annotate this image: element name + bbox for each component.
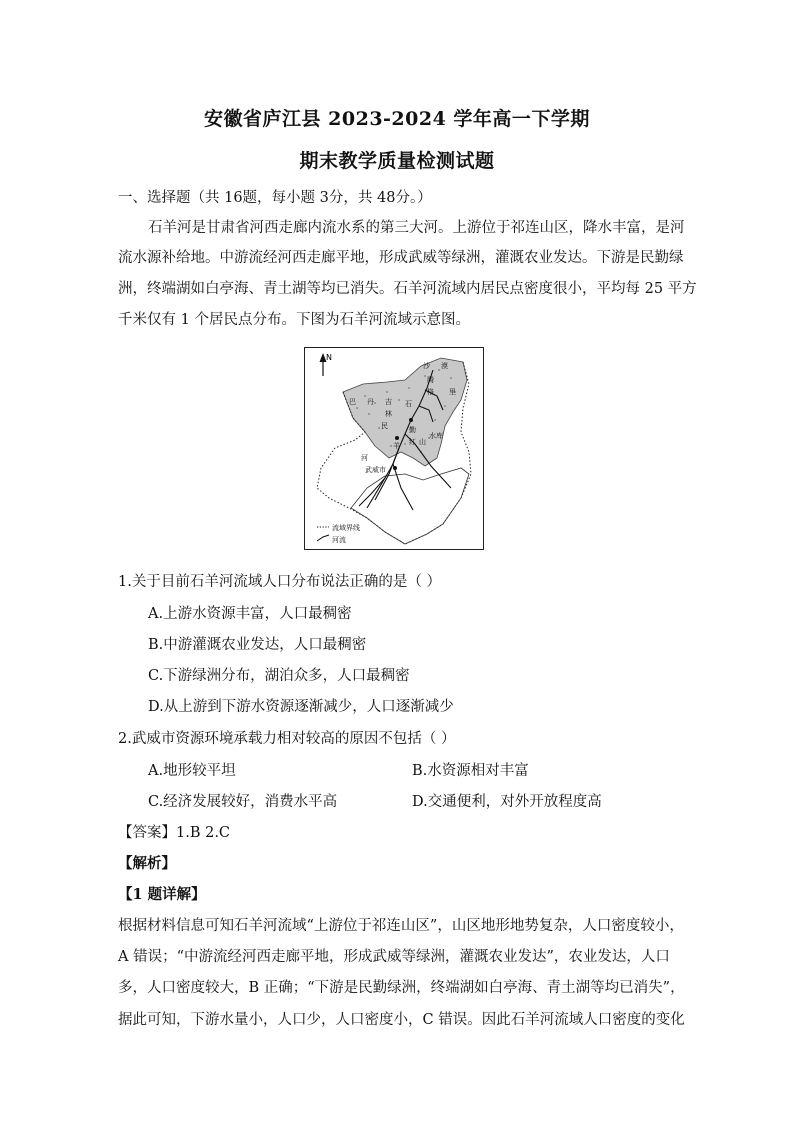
north-arrow-icon: [320, 353, 333, 376]
svg-text:漠: 漠: [441, 362, 448, 370]
svg-text:河: 河: [361, 454, 368, 462]
explanation-line: 据此可知，下游水量小，人口少，人口密度小，C 错误。因此石羊河流域人口密度的变化: [118, 1012, 685, 1028]
svg-text:石: 石: [405, 400, 412, 408]
title-line-2: 期末教学质量检测试题: [299, 150, 495, 172]
section-heading: 一、选择题（共 16题，每小题 3分，共 48分。）: [118, 190, 432, 206]
question-1-option-b: B.中游灌溉农业发达，人口最稠密: [148, 637, 367, 653]
question-2-option-c: C.经济发展较好，消费水平高: [148, 794, 338, 810]
svg-text:巴: 巴: [349, 398, 356, 406]
passage-line: 石羊河是甘肃省河西走廊内流水系的第三大河。上游位于祁连山区，降水丰富，是河: [148, 220, 685, 236]
minqin-city-dot: [409, 418, 413, 422]
svg-text:里: 里: [449, 388, 456, 396]
svg-text:武威市: 武威市: [365, 466, 386, 474]
explanation-line: A 错误；“中游流经河西走廊平地，形成武威等绿洲，灌溉农业发达”，农业发达，人口: [118, 949, 670, 965]
question-2-option-d: D.交通便利，对外开放程度高: [412, 794, 602, 810]
svg-text:格: 格: [427, 388, 434, 396]
legend-river-label: 河流: [332, 536, 346, 544]
question-1-option-c: C.下游绿洲分布，湖泊众多，人口最稠密: [148, 668, 410, 684]
shiyang-river-basin-map: [304, 347, 484, 550]
analysis-heading: 【解析】: [118, 855, 176, 872]
question-2-option-a: A.地形较平坦: [148, 763, 236, 779]
question-1-option-d: D.从上游到下游水资源逐渐减少，人口逐渐减少: [148, 699, 454, 715]
svg-text:勤: 勤: [409, 426, 416, 434]
svg-text:民: 民: [381, 422, 388, 430]
question-1-option-a: A.上游水资源丰富，人口最稠密: [148, 606, 352, 622]
svg-text:林: 林: [385, 410, 392, 418]
question-1-stem: 1.关于目前石羊河流域人口分布说法正确的是（ ）: [118, 574, 441, 590]
question-2-stem: 2.武威市资源环境承载力相对较高的原因不包括（ ）: [118, 731, 456, 747]
legend-boundary-label: 流域界线: [332, 524, 360, 532]
svg-text:羊: 羊: [393, 442, 400, 450]
passage-line: 千米仅有 1 个居民点分布。下图为石羊河流域示意图。: [118, 312, 470, 328]
svg-text:沙: 沙: [423, 362, 430, 370]
explanation-line: 根据材料信息可知石羊河流域“上游位于祁连山区”，山区地形地势复杂，人口密度较小，: [118, 918, 684, 934]
svg-text:山: 山: [419, 438, 426, 446]
north-label: N: [326, 353, 332, 362]
svg-text:腾: 腾: [427, 376, 434, 384]
passage-line: 洲，终端湖如白亭海、青土湖等均已消失。石羊河流域内居民点密度很小，平均每 25 平方: [118, 281, 697, 297]
title-line-1: 安徽省庐江县 2023-2024 学年高一下学期: [204, 108, 590, 130]
wuwei-city-dot: [393, 466, 397, 470]
svg-text:水库: 水库: [429, 432, 443, 440]
answer-line: 【答案】1.B 2.C: [118, 825, 231, 841]
svg-text:红: 红: [409, 438, 416, 446]
city-dot: [395, 436, 399, 440]
svg-text:丹: 丹: [367, 398, 374, 406]
svg-text:吉: 吉: [385, 398, 392, 406]
explanation-line: 多，人口密度较大，B 正确；“下游是民勤绿洲，终端湖如白亭海、青土湖等均已消失”，: [118, 980, 685, 996]
detail-heading: 【1 题详解】: [118, 886, 206, 903]
passage-line: 流水源补给地。中游流经河西走廊平地，形成武威等绿洲，灌溉农业发达。下游是民勤绿: [118, 250, 684, 266]
question-2-option-b: B.水资源相对丰富: [412, 763, 529, 779]
